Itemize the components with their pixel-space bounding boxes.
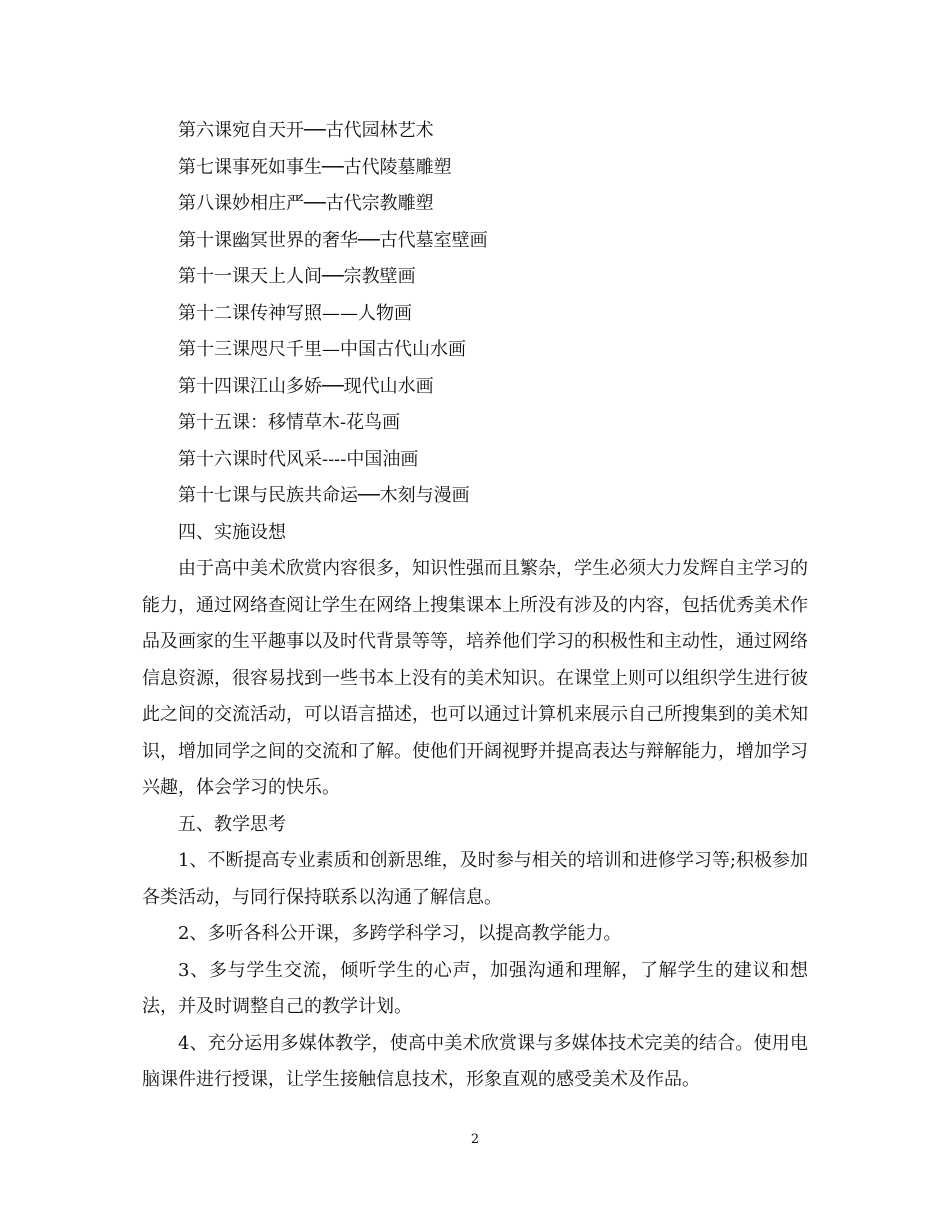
lesson-item: 第十三课咫尺千里—中国古代山水画 (178, 339, 466, 360)
lesson-item: 第十四课江山多娇──现代山水画 (178, 375, 434, 397)
reflection-item: 4、充分运用多媒体教学，使高中美术欣赏课与多媒体技术完美的结合。使用电脑课件进行授课，让学生接触信息技术，形象直观的感受美术及作品。 (142, 1032, 808, 1090)
lesson-item: 第七课事死如事生──古代陵墓雕塑 (178, 156, 452, 178)
lesson-item: 第十七课与民族共命运──木刻与漫画 (178, 485, 470, 506)
section-heading-implementation: 四、实施设想 (178, 521, 286, 543)
lesson-item: 第十六课时代风采----中国油画 (178, 448, 419, 470)
lesson-item: 第十一课天上人间──宗教壁画 (178, 266, 416, 287)
lesson-item: 第六课宛自天开──古代园林艺术 (178, 120, 434, 141)
implementation-paragraph: 由于高中美术欣赏内容很多，知识性强而且繁杂，学生必须大力发辉自主学习的能力，通过网络查阅让学生在网络上搜集课本上所没有涉及的内容，包括优秀美术作品及画家的生平趣事以及时代背景等等，培养他们学习的积极性和主动性，通过网络信息资源，很容易找到一些书本上没有的美术知识。在课堂上则可以组织学生进行彼此之间的交流活动，可以语言描述，也可以通过计算机来展示自己所搜集到的美术知识，增加同学之间的交流和了解。使他们开阔视野并提高表达与辩解能力，增加学习兴趣，体会学习的快乐。 (142, 558, 808, 798)
lesson-item: 第八课妙相庄严──古代宗教雕塑 (178, 193, 434, 214)
lesson-item: 第十五课：移情草木-花鸟画 (178, 412, 401, 433)
reflection-item: 1、不断提高专业素质和创新思维，及时参与相关的培训和进修学习等;积极参加各类活动，与同行保持联系以沟通了解信息。 (142, 850, 808, 908)
reflection-item: 2、多听各科公开课，多跨学科学习，以提高教学能力。 (178, 923, 622, 944)
section-heading-reflection: 五、教学思考 (178, 813, 286, 835)
lesson-item: 第十课幽冥世界的奢华──古代墓室壁画 (178, 229, 488, 251)
document-body (142, 113, 808, 1099)
reflection-item: 3、多与学生交流，倾听学生的心声，加强沟通和理解，了解学生的建议和想法，并及时调整自己的教学计划。 (142, 959, 808, 1017)
lesson-item: 第十二课传神写照——人物画 (178, 302, 412, 324)
page-number: 2 (470, 1132, 480, 1147)
